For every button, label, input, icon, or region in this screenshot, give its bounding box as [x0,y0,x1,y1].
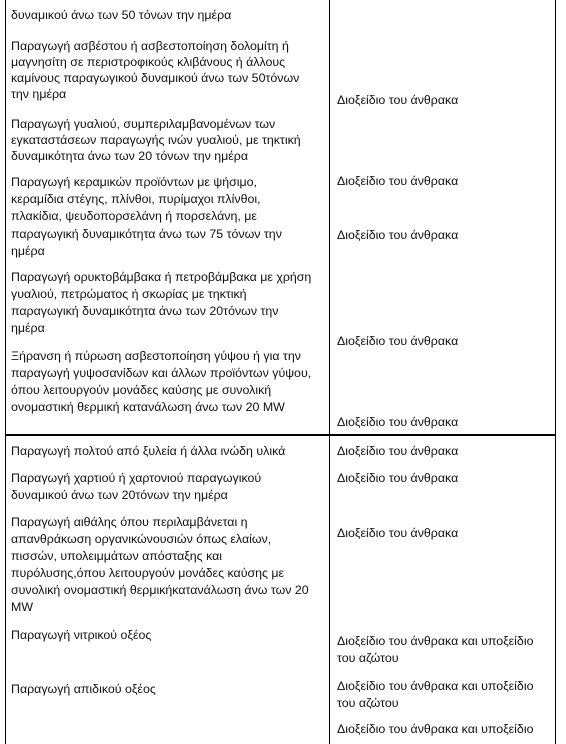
gas-text: Διοξείδιο του άνθρακα [337,93,459,107]
table2-left-border [5,436,6,744]
table2-divider [329,436,330,744]
activity-text: εγκαταστάσεων παραγωγής ινών γυαλιού, με τηκτική [11,133,301,147]
activity-text: Παραγωγή απιδικού οξέος [11,682,156,696]
activity-text: Παραγωγή πολτού από ξυλεία ή άλλα ινώδη υλικά [11,444,286,458]
table1-divider [329,0,330,434]
activity-text: Παραγωγή γυαλιού, συμπεριλαμβανομένων των [11,117,276,131]
activity-text: πισσών, υπολειμμάτων απόσταξης και [11,549,223,563]
activity-text: Παραγωγή χαρτιού ή χαρτονιού παραγωγικού [11,471,262,485]
activity-text: παραγωγή γυψοσανίδων και άλλων προϊόντων γύψου, [11,366,312,380]
activity-text: Παραγωγή ασβέστου ή ασβεστοποίηση δολομίτη ή [11,39,289,53]
gas-text: Διοξείδιο του άνθρακα [337,471,459,485]
table1-left-border [5,0,6,434]
activity-text: όπου λειτουργούν μονάδες καύσης με συνολική [11,383,272,397]
activity-text: καμίνους παραγωγικού δυναμικού άνω των 50τόνων [11,71,300,85]
activity-text: ημέρα [11,244,45,258]
gas-text: Διοξείδιο του άνθρακα [337,228,459,242]
activity-text: απανθράκωση οργανικώνουσιών όπως ελαίων, [11,532,272,546]
activity-text: Παραγωγή αιθάλης όπου περιλαμβάνεται η [11,515,248,529]
gas-text: του αζώτου [337,696,399,710]
activity-text: ονομαστική θερμική κατανάλωση άνω των 20 MW [11,400,285,414]
activity-text: την ημέρα [11,87,67,101]
activity-text: ημέρα [11,321,45,335]
gas-text: Διοξείδιο του άνθρακα και υποξείδιο [337,679,534,693]
gas-text: του αζώτου [337,651,399,665]
table-separator [5,434,556,436]
gas-text: Διοξείδιο του άνθρακα [337,334,459,348]
gas-text: Διοξείδιο του άνθρακα και υποξείδιο [337,634,534,648]
activity-text: παραγωγική δυναμικότητα άνω των 75 τόνων την [11,227,282,241]
activity-text: πλακίδια, ψευδοπορσελάνη ή πορσελάνη, με [11,209,257,223]
activity-text: Παραγωγή κεραμικών προϊόντων με ψήσιμο, [11,175,257,189]
gas-text: Διοξείδιο του άνθρακα [337,444,459,458]
activity-text: δυναμικού άνω των 20τόνων την ημέρα [11,488,228,502]
table1-right-border [555,0,556,434]
activity-text: δυναμικότητα άνω των 20 τόνων την ημέρα [11,149,249,163]
activity-text: MW [11,600,34,614]
table2-right-border [555,436,556,744]
activity-text: κεραμίδια στέγης, πλίνθοι, πυρίμαχοι πλίνθοι, [11,192,261,206]
activity-text: Παραγωγή ορυκτοβάμβακα ή πετροβάμβακα με χρήση [11,270,312,284]
activity-text: Ξήρανση ή πύρωση ασβεστοποίηση γύψου ή για την [11,349,301,363]
activity-text: πυρόλυσης,όπου λειτουργούν μονάδες καύσης με [11,566,285,580]
gas-text: Διοξείδιο του άνθρακα [337,174,459,188]
gas-text: Διοξείδιο του άνθρακα [337,526,459,540]
activity-text: Παραγωγή νιτρικού οξέος [11,628,152,642]
activity-text: μαγνησίτη σε περιστροφικούς κλιβάνους ή άλλους [11,55,286,69]
activity-text: δυναμικού άνω των 50 τόνων την ημέρα [11,8,232,22]
activity-text: παραγωγική δυναμικότητα άνω των 20τόνων την [11,304,279,318]
activity-text: γυαλιού, πετρώματος ή σκωρίας με τηκτική [11,287,247,301]
gas-text: Διοξείδιο του άνθρακα [337,415,459,429]
gas-text: Διοξείδιο του άνθρακα και υποξείδιο [337,722,534,736]
activity-text: συνολική ονομαστική θερμικήκατανάλωση άνω των 20 [11,583,309,597]
